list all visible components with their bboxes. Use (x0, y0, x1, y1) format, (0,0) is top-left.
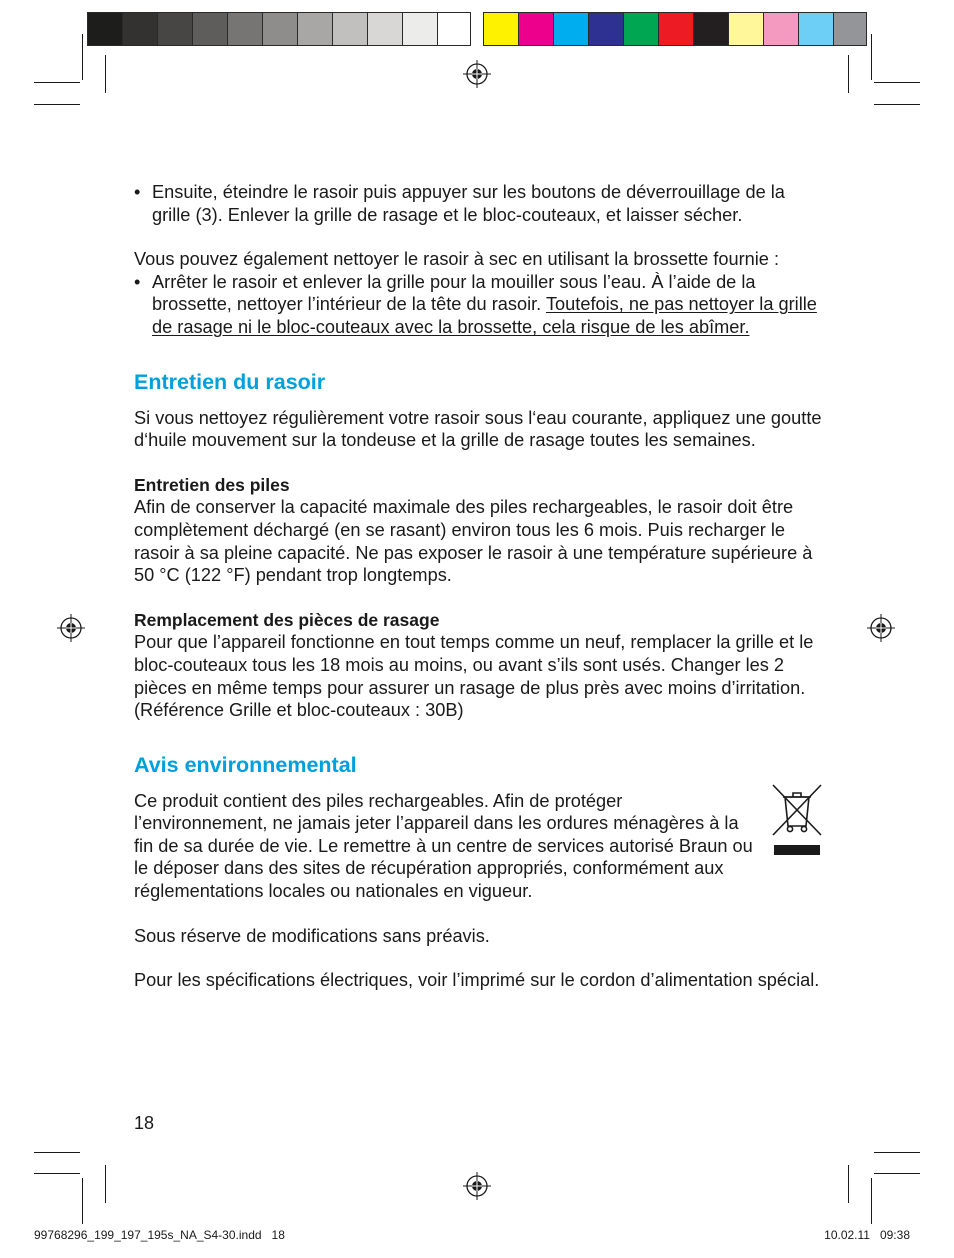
subheading-parts-replacement: Remplacement des pièces de rasage (134, 609, 440, 630)
gray-swatch (227, 12, 263, 46)
footer-date-time: 10.02.11 09:38 (824, 1228, 910, 1242)
crop-mark (848, 1165, 849, 1203)
gray-swatch (87, 12, 123, 46)
heading-environmental-notice: Avis environnemental (134, 752, 357, 777)
crop-mark (871, 1178, 872, 1224)
crop-mark (871, 34, 872, 80)
paragraph-notice: Sous réserve de modifications sans préavis. (134, 925, 490, 946)
crop-mark (874, 1152, 920, 1153)
subheading-battery-maintenance: Entretien des piles (134, 474, 290, 495)
color-swatch (833, 12, 867, 46)
crop-mark (105, 55, 106, 93)
crop-mark (82, 1178, 83, 1224)
page-content (134, 181, 824, 992)
paragraph-electrical: Pour les spécifications électriques, voir l’imprimé sur le cordon d’alimentation spécial. (134, 970, 820, 991)
crop-mark (848, 55, 849, 93)
page-number: 18 (134, 1113, 155, 1133)
crop-mark (34, 104, 80, 105)
color-swatch (763, 12, 799, 46)
color-swatch (553, 12, 589, 46)
crop-mark (34, 82, 80, 83)
color-swatch (588, 12, 624, 46)
registration-mark-icon (867, 614, 895, 642)
gray-swatch (332, 12, 368, 46)
gray-swatch (367, 12, 403, 46)
color-swatch (798, 12, 834, 46)
bullet-item-unlock-foil: • Ensuite, éteindre le rasoir puis appuyer sur les boutons de déverrouillage de la grille (3). Enlever la grille de rasage et le bloc-couteaux, et laisser sécher. (134, 181, 824, 226)
bullet-brush-text: Arrêter le rasoir et enlever la grille pour la mouiller sous l’eau. À l’aide de la brossette, nettoyer l’intérieur de la tête du rasoir. (152, 271, 756, 315)
color-swatch (623, 12, 659, 46)
crossed-out-wheelie-bin-icon (770, 782, 824, 858)
paragraph-parts-replacement: Pour que l’appareil fonctionne en tout temps comme un neuf, remplacer la grille et le bloc-couteaux tous les 18 mois au moins, ou avant s’ils sont usés. Changer les 2 pièces en même temps pour assurer un rasage de plus près avec moins d’irritation. (Référence Grille et bloc-couteaux : 30B) (134, 632, 814, 721)
environmental-section (134, 790, 824, 903)
gray-swatch (262, 12, 298, 46)
crop-mark (34, 1152, 80, 1153)
registration-mark-icon (57, 614, 85, 642)
gray-swatch (402, 12, 438, 46)
color-swatch (518, 12, 554, 46)
gray-swatch (192, 12, 228, 46)
gray-swatch (437, 12, 471, 46)
crop-mark (34, 1173, 80, 1174)
color-swatch (728, 12, 764, 46)
bullet-brush-warning: Toutefois, ne pas nettoyer la grille de rasage ni le bloc-couteaux avec la brossette, cela risque de les abîmer. (152, 294, 817, 337)
gray-swatch (122, 12, 158, 46)
bullet-item-brush (134, 271, 824, 339)
crop-mark (874, 104, 920, 105)
registration-mark-icon (463, 60, 491, 88)
color-swatch (483, 12, 519, 46)
color-swatch (693, 12, 729, 46)
paragraph-maintenance: Si vous nettoyez régulièrement votre rasoir sous l‘eau courante, appliquez une goutte d‘huile mouvement sur la tondeuse et la grille de rasage toutes les semaines. (134, 407, 822, 451)
crop-mark (82, 34, 83, 80)
crop-mark (874, 82, 920, 83)
paragraph-battery-maintenance: Afin de conserver la capacité maximale des piles rechargeables, le rasoir doit être complètement déchargé (en se rasant) environ tous les 6 mois. Puis recharger le rasoir à sa pleine capacité. Ne pas exposer le rasoir à une température supérieure à 50 °C (122 °F) pendant trop longtemps. (134, 497, 813, 586)
crop-mark (105, 1165, 106, 1203)
footer-file-name: 99768296_199_197_195s_NA_S4-30.indd 18 (34, 1228, 285, 1242)
heading-shaver-maintenance: Entretien du rasoir (134, 369, 326, 394)
paragraph-environment: Ce produit contient des piles rechargeables. Afin de protéger l’environnement, ne jamais jeter l’appareil dans les ordures ménagères à la fin de sa durée de vie. Le remettre à un centre de services autorisé Braun ou le déposer dans des sites de récupération appropriés, conformément aux réglementations locales ou nationales en vigueur. (134, 790, 753, 902)
registration-mark-icon (463, 1172, 491, 1200)
gray-swatch (297, 12, 333, 46)
crop-mark (874, 1173, 920, 1174)
gray-swatch (157, 12, 193, 46)
paragraph-dry-cleaning: Vous pouvez également nettoyer le rasoir à sec en utilisant la brossette fournie : (134, 249, 780, 270)
color-swatch (658, 12, 694, 46)
